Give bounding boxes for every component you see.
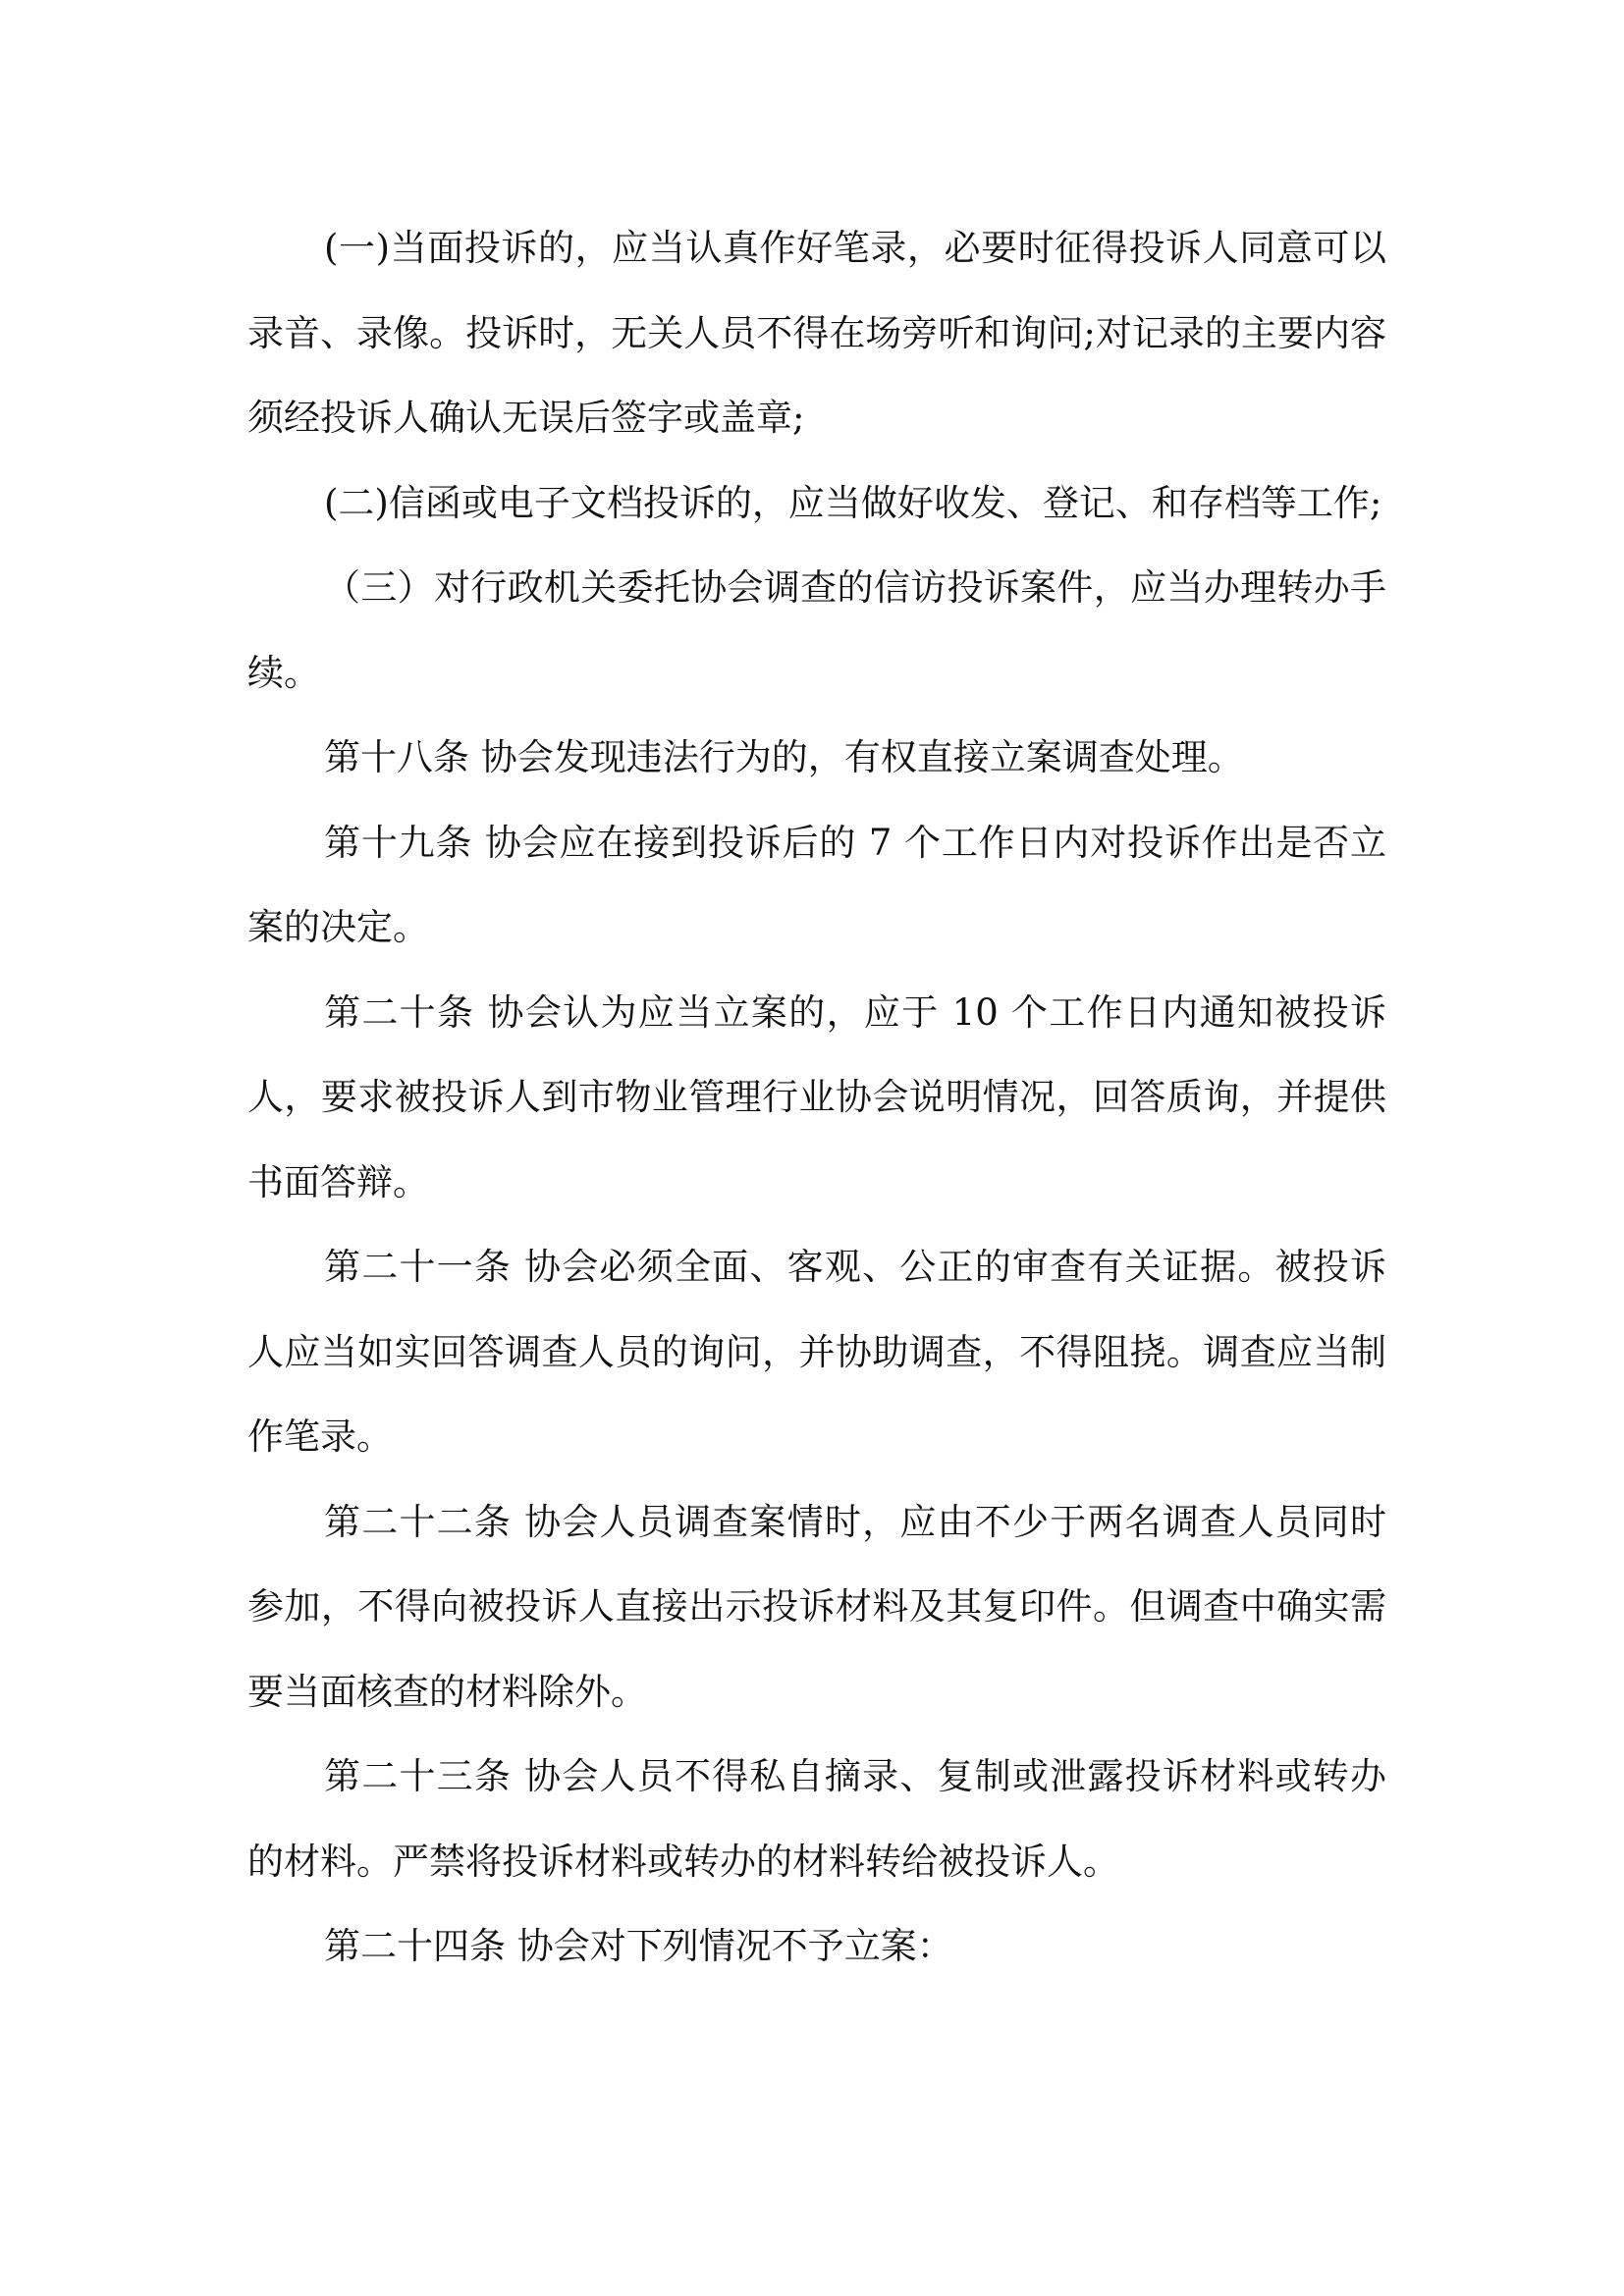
paragraph-article-22: 第二十二条 协会人员调查案情时，应由不少于两名调查人员同时参加，不得向被投诉人直接出示投诉材料及其复印件。但调查中确实需要当面核查的材料除外。 [247, 1500, 1386, 1713]
paragraph-article-24: 第二十四条 协会对下列情况不予立案： [324, 1925, 953, 1967]
paragraph-clause-2: (二)信函或电子文档投诉的，应当做好收发、登记、和存档等工作; [324, 481, 1382, 524]
paragraph-article-21: 第二十一条 协会必须全面、客观、公正的审查有关证据。被投诉人应当如实回答调查人员的询问，并协助调查，不得阻挠。调查应当制作笔录。 [247, 1246, 1386, 1458]
paragraph-clause-1: (一)当面投诉的，应当认真作好笔录，必要时征得投诉人同意可以录音、录像。投诉时，无关人员不得在场旁听和询问;对记录的主要内容须经投诉人确认无误后签字或盖章; [247, 227, 1386, 439]
paragraph-article-23: 第二十三条 协会人员不得私自摘录、复制或泄露投诉材料或转办的材料。严禁将投诉材料或转办的材料转给被投诉人。 [247, 1755, 1386, 1883]
paragraph-article-18: 第十八条 协会发现违法行为的，有权直接立案调查处理。 [324, 736, 1244, 778]
paragraph-article-20: 第二十条 协会认为应当立案的，应于 10 个工作日内通知被投诉人，要求被投诉人到市物业管理行业协会说明情况，回答质询，并提供书面答辩。 [247, 990, 1386, 1203]
paragraph-article-19: 第十九条 协会应在接到投诉后的 7 个工作日内对投诉作出是否立案的决定。 [247, 821, 1386, 948]
paragraph-clause-3: （三）对行政机关委托协会调查的信访投诉案件，应当办理转办手续。 [247, 566, 1386, 694]
document-body [247, 206, 1386, 1990]
